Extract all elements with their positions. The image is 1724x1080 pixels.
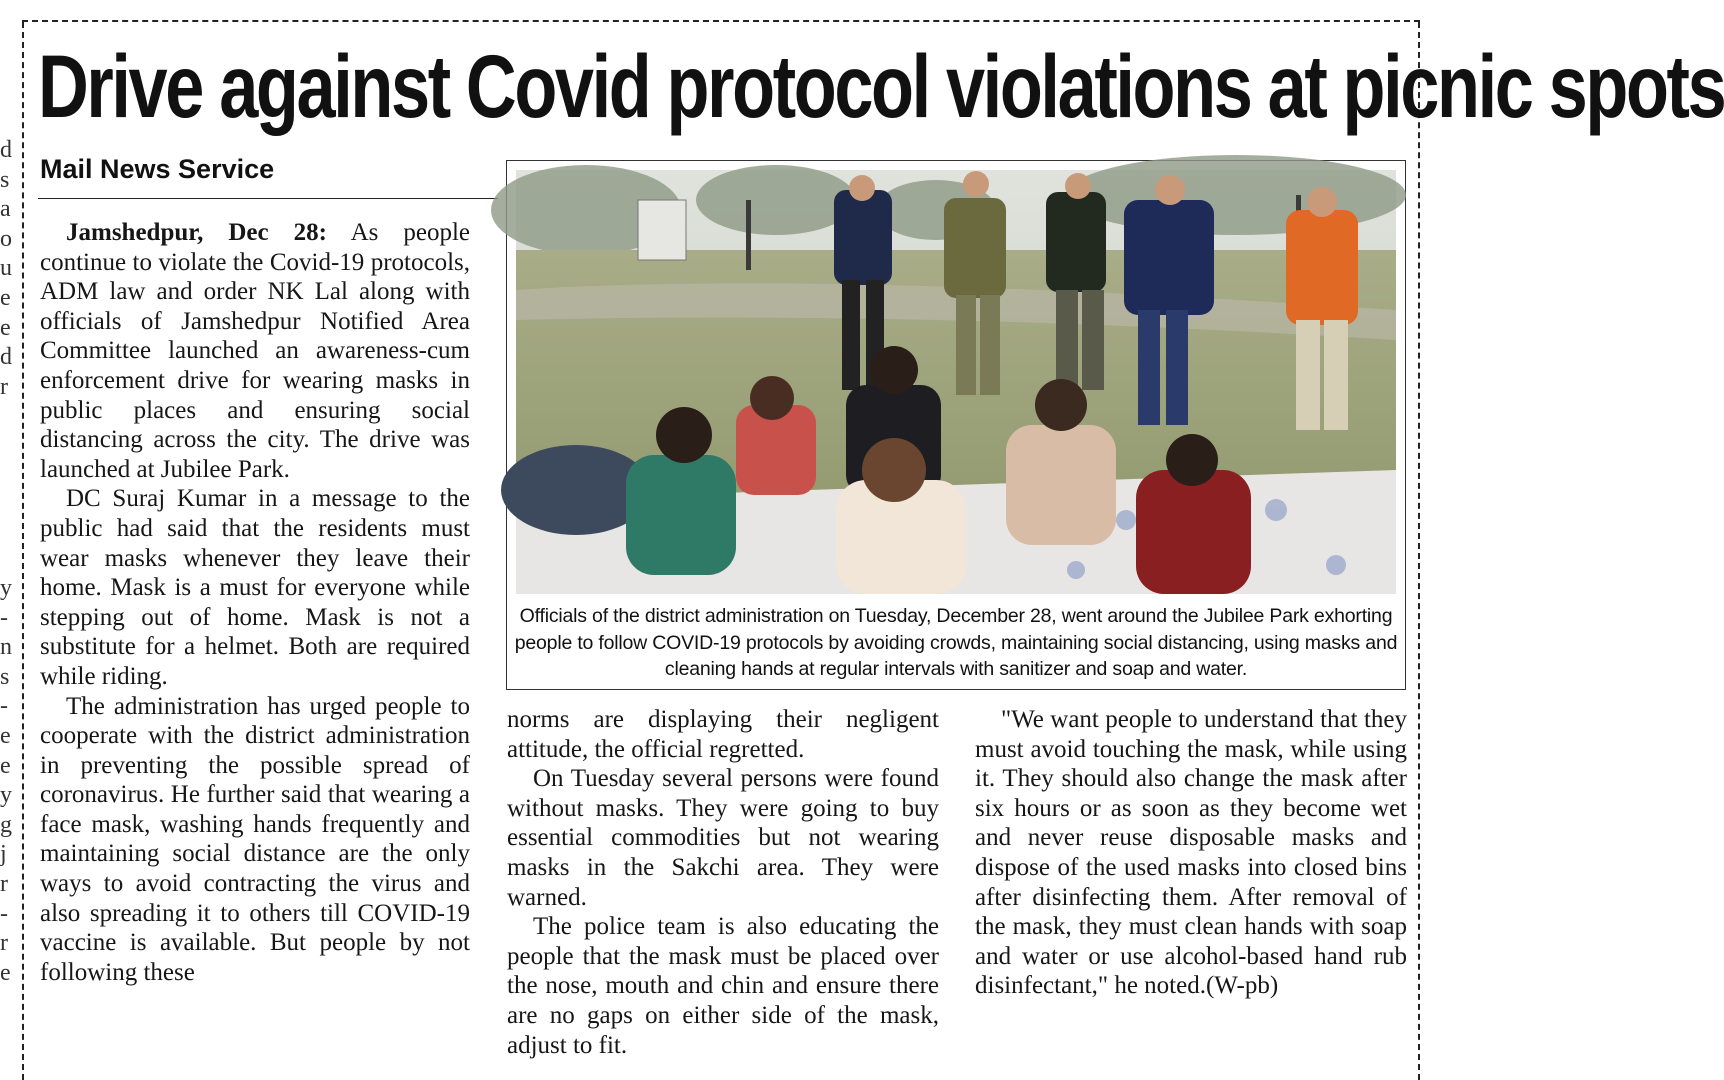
fragment-char: y <box>0 782 12 809</box>
paragraph-text: As people continue to violate the Covid-19 protocols, ADM law and order NK Lal along with officials of Jamshedpur Notified Area Committee launched an awareness-cum enforcement drive for wearing masks in public places and ensuring social distancing across the city. The drive was launched at Jubilee Park. <box>40 219 470 483</box>
article-column-2 <box>507 705 939 1060</box>
fragment-char: n <box>0 634 12 661</box>
fragment-char: g <box>0 811 12 838</box>
article-paragraph: DC Suraj Kumar in a message to the public had said that the residents must wear masks whenever they leave their home. Mask is a must for everyone while stepping out of home. Mask is not a substitute for a helmet. Both are required while riding. <box>40 485 470 690</box>
fragment-char: d <box>0 137 12 163</box>
fragment-char: r <box>0 373 8 400</box>
adjacent-column-fragment-bottom <box>0 574 14 988</box>
article-paragraph: On Tuesday several persons were found without masks. They were going to buy essential commodities but not wearing masks in the Sakchi area. They were warned. <box>507 765 939 911</box>
headline: Drive against Covid protocol violations at picnic spots <box>38 36 1724 136</box>
article-paragraph: "We want people to understand that they must avoid touching the mask, while using it. They should also change the mask after six hours or as soon as they become wet and never reuse disposable masks and dispose of the used masks into closed bins after disinfecting them. After removal of the mask, they must clean hands with soap and water or use alcohol-based hand rub disinfectant," he noted.(W-pb) <box>975 706 1407 1000</box>
fragment-char: s <box>0 166 10 193</box>
article-paragraph <box>40 218 470 484</box>
photo-caption: Officials of the district administration on Tuesday, December 28, went around the Jubilee Park exhorting people to follow COVID-19 protocols by avoiding crowds, maintaining social distancing, using masks and cleaning hands at regular intervals with sanitizer and soap and water. <box>514 605 1398 680</box>
picnic-park-illustration <box>516 170 1396 594</box>
fragment-char: s <box>0 663 10 690</box>
fragment-char: r <box>0 930 8 957</box>
fragment-char: e <box>0 722 11 749</box>
article-paragraph: norms are displaying their negligent attitude, the official regretted. <box>507 706 939 763</box>
article-paragraph: The administration has urged people to cooperate with the district administration in preventing the possible spread of coronavirus. He further said that wearing a face mask, washing hands frequently and maintaining social distance are the only ways to avoid contracting the virus and also spreading it to others till COVID-19 vaccine is available. But people by not following these <box>40 692 470 986</box>
photo-frame <box>506 160 1406 690</box>
byline: Mail News Service <box>40 154 275 184</box>
news-photo <box>516 170 1396 594</box>
fragment-char: a <box>0 196 11 223</box>
article-column-3 <box>975 705 1407 1001</box>
fragment-char: - <box>0 604 8 631</box>
fragment-char: e <box>0 314 11 341</box>
page-dashed-border-right <box>1418 22 1420 1080</box>
fragment-char: e <box>0 752 11 779</box>
fragment-char: - <box>0 900 8 927</box>
fragment-char: r <box>0 870 8 897</box>
fragment-char: e <box>0 284 11 311</box>
fragment-char: d <box>0 344 12 371</box>
adjacent-column-fragment-top <box>0 136 14 402</box>
article-column-1 <box>40 218 470 987</box>
byline-rule <box>38 198 498 199</box>
fragment-char: e <box>0 959 11 986</box>
fragment-char: u <box>0 255 12 282</box>
fragment-char: - <box>0 693 8 720</box>
fragment-char: j <box>0 841 7 868</box>
dateline: Jamshedpur, Dec 28: <box>66 219 327 246</box>
fragment-char: o <box>0 225 12 252</box>
article-paragraph: The police team is also educating the people that the mask must be placed over the nose, mouth and chin and ensure there are no gaps on either side of the mask, adjust to fit. <box>507 913 939 1059</box>
page-dashed-border-top <box>22 20 1420 22</box>
page-dashed-border-left <box>22 22 24 1080</box>
fragment-char: y <box>0 575 12 601</box>
